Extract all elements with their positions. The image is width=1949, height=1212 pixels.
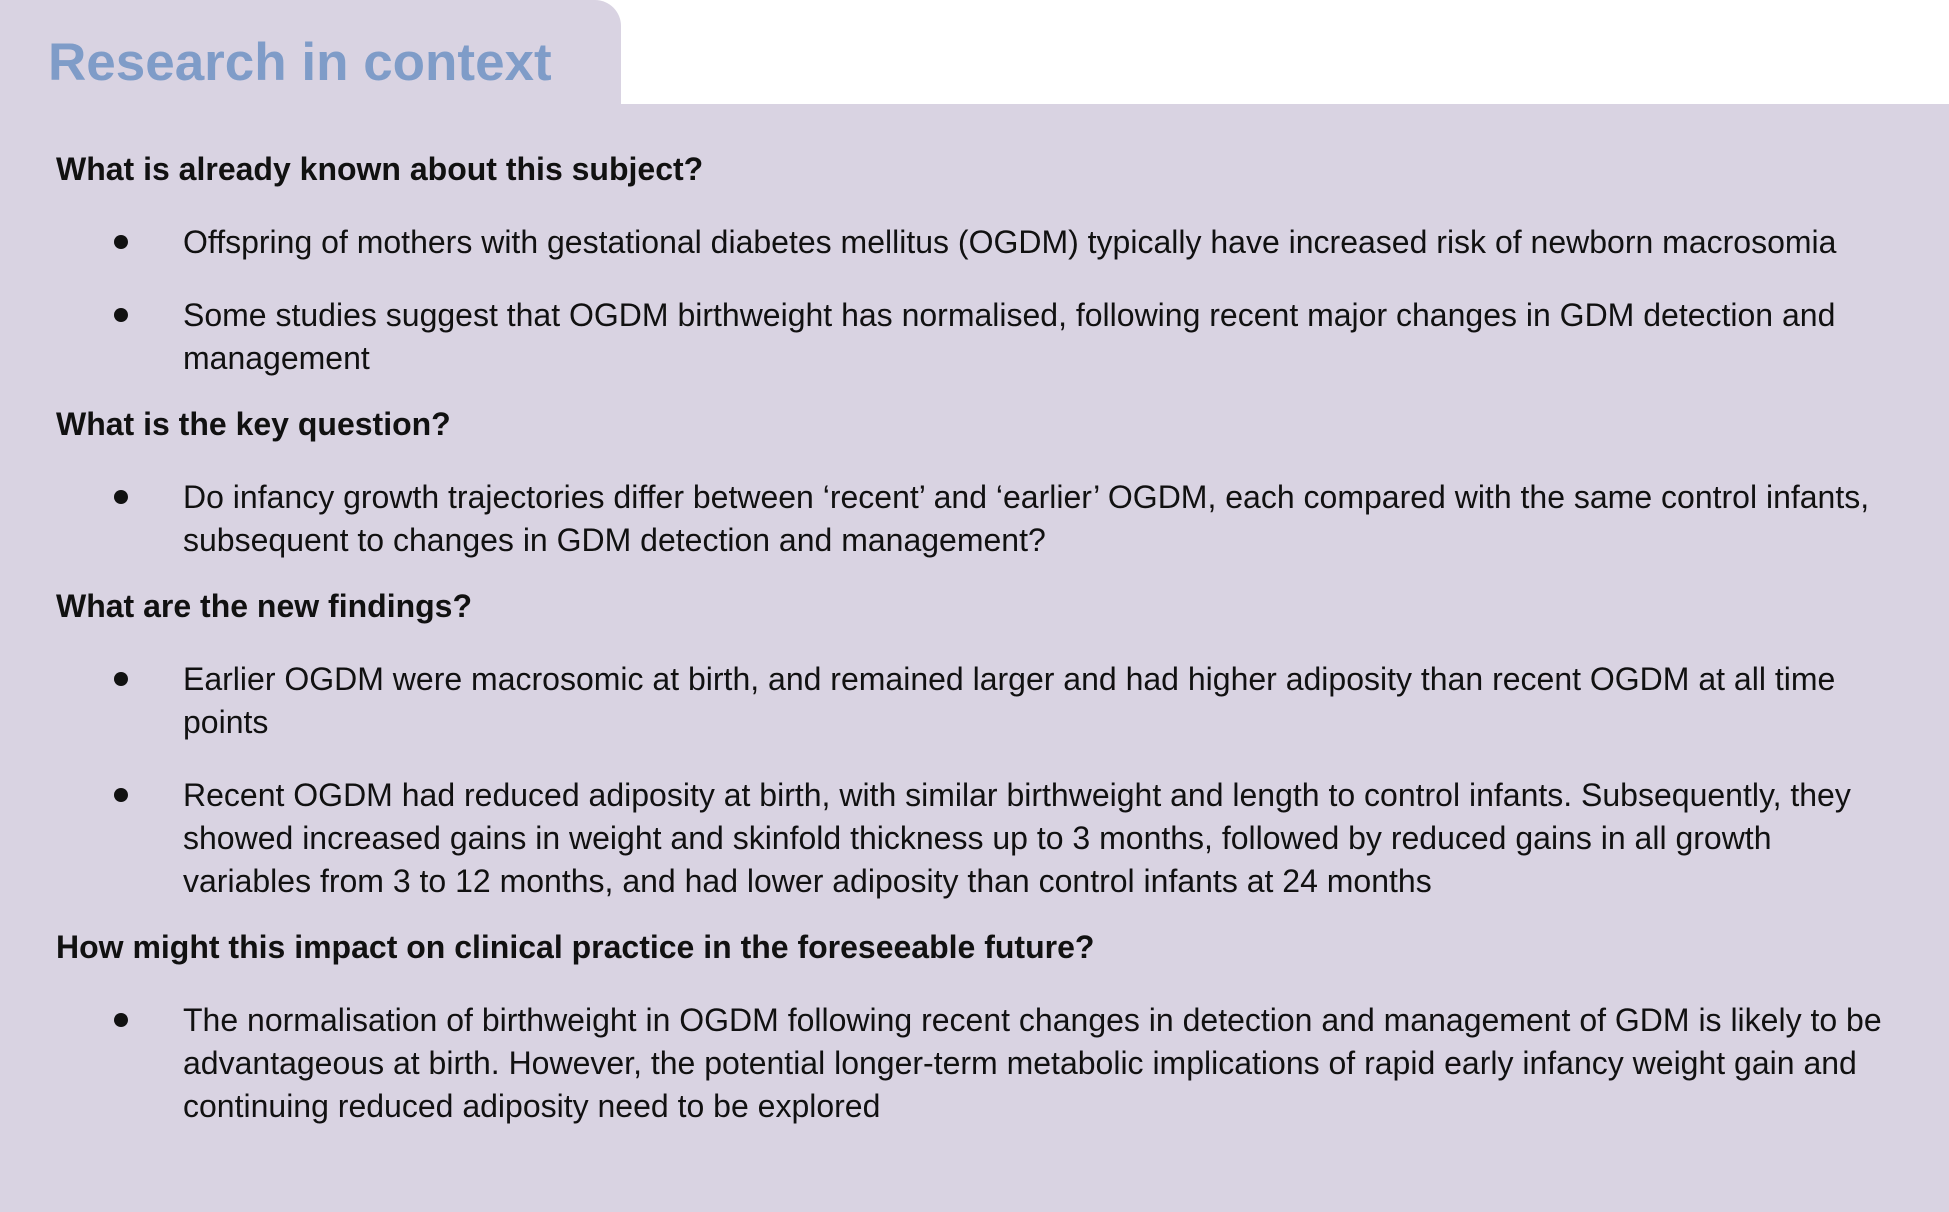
bullet-text: The normalisation of birthweight in OGDM following recent changes in detection and management of GDM is likely to be advantageous at birth. However, the potential longer-term metabolic implications of rapid early infancy weight gain and continuing reduced adiposity need to be explored [183,1002,1882,1124]
bullet-list-clinical-impact [56,999,1902,1128]
list-item [56,774,1902,903]
bullet-icon [114,1013,128,1027]
bullet-icon [114,672,128,686]
list-item [56,476,1902,562]
bullet-text: Offspring of mothers with gestational diabetes mellitus (OGDM) typically have increased risk of newborn macrosomia [183,224,1837,260]
section-heading-key-question: What is the key question? [56,406,451,442]
bullet-text: Earlier OGDM were macrosomic at birth, and remained larger and had higher adiposity than recent OGDM at all time points [183,661,1836,740]
bullet-text: Recent OGDM had reduced adiposity at birth, with similar birthweight and length to control infants. Subsequently, they showed increased gains in weight and skinfold thickness up to 3 months, followed by reduced gains in all growth variables from 3 to 12 months, and had lower adiposity than control infants at 24 months [183,777,1851,899]
list-item [56,658,1902,744]
bullet-list-key-question [56,476,1902,562]
bullet-text: Some studies suggest that OGDM birthweight has normalised, following recent major changes in GDM detection and management [183,297,1836,376]
list-item [56,294,1902,380]
bullet-list-known [56,221,1902,380]
title-tab [0,0,621,110]
page-title: Research in context [48,33,552,92]
bullet-icon [114,788,128,802]
bullet-icon [114,490,128,504]
bullet-text: Do infancy growth trajectories differ between ‘recent’ and ‘earlier’ OGDM, each compared with the same control infants, subsequent to changes in GDM detection and management? [183,479,1870,558]
list-item [56,999,1902,1128]
bullet-icon [114,235,128,249]
bullet-icon [114,308,128,322]
bullet-list-new-findings [56,658,1902,903]
section-heading-clinical-impact: How might this impact on clinical practice in the foreseeable future? [56,929,1095,965]
section-heading-new-findings: What are the new findings? [56,588,473,624]
list-item [56,221,1902,264]
section-heading-known: What is already known about this subject? [56,151,704,187]
research-in-context-content [56,148,1902,1128]
